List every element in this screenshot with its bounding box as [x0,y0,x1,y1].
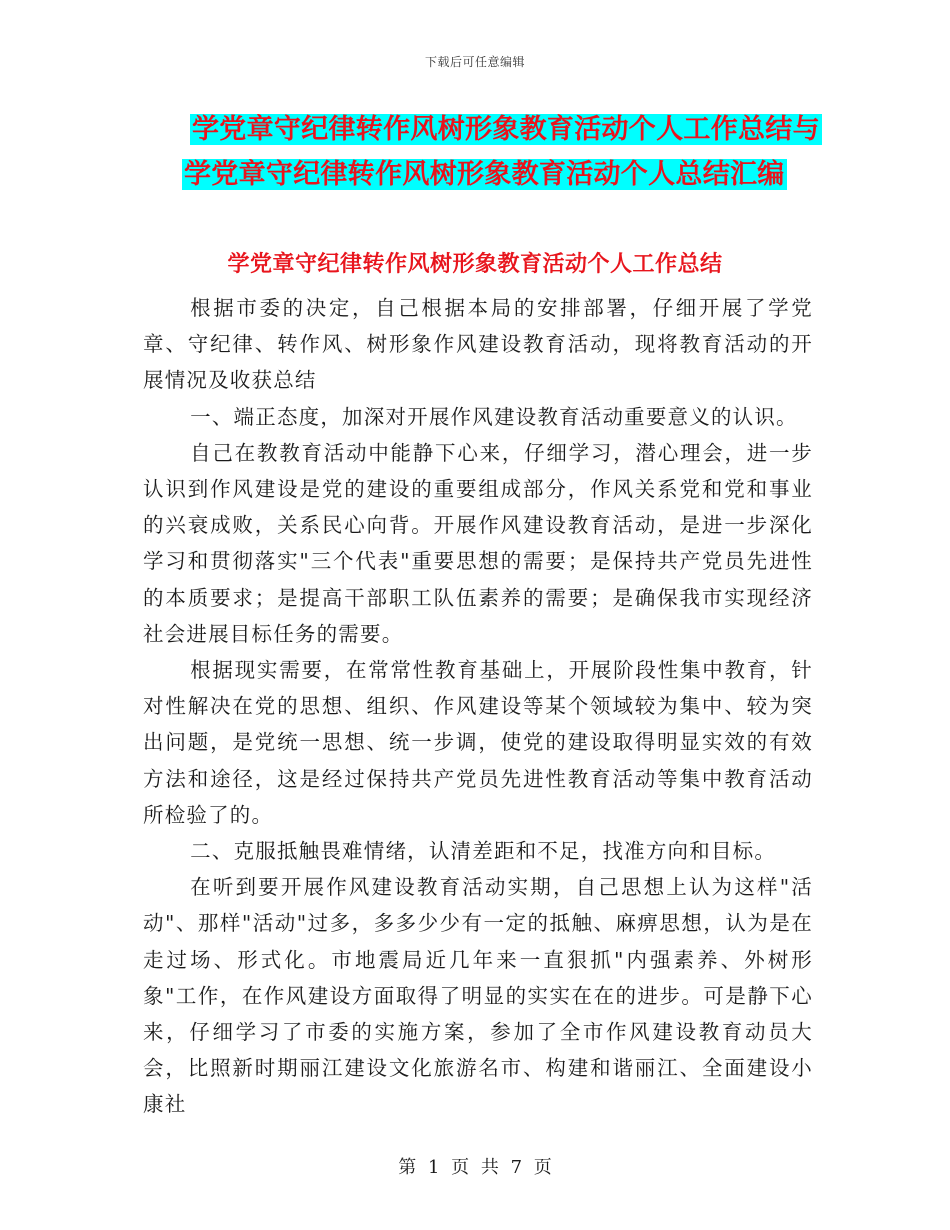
title-highlight-2: 学党章守纪律转作风树形象教育活动个人总结汇编 [184,159,785,190]
paragraph-body-3: 在听到要开展作风建设教育活动实期，自己思想上认为这样"活动"、那样"活动"过多，多多少少有一定的抵触、麻痹思想，认为是在走过场、形式化。市地震局近几年来一直狠抓"内强素养、外树形象"工作，在作风建设方面取得了明显的实实在在的进步。可是静下心来，仔细学习了市委的实施方案，参加了全市作风建设教育动员大会，比照新时期丽江建设文化旅游名市、构建和谐丽江、全面建设小康社 [143,875,813,1117]
section-heading: 学党章守纪律转作风树形象教育活动个人工作总结 [227,251,723,277]
paragraph-intro: 根据市委的决定，自己根据本局的安排部署，仔细开展了学党章、守纪律、转作风、树形象作风建设教育活动，现将教育活动的开展情况及收获总结 [143,296,813,393]
paragraph-body-2: 根据现实需要，在常常性教育基础上，开展阶段性集中教育，针对性解决在党的思想、组织、作风建设等某个领域较为集中、较为突出问题，是党统一思想、统一步调，使党的建设取得明显实效的有效方法和途径，这是经过保持共产党员先进性教育活动等集中教育活动所检验了的。 [143,658,813,827]
document-body [143,290,813,1123]
title-highlight-1: 学党章守纪律转作风树形象教育活动个人工作总结与 [192,114,820,145]
page-number-footer: 第 1 页 共 7 页 [398,1157,552,1178]
paragraph-heading-2: 二、克服抵触畏难情绪，认清差距和不足，找准方向和目标。 [190,839,777,864]
paragraph-body-1: 自己在教教育活动中能静下心来，仔细学习，潜心理会，进一步认识到作风建设是党的建设的重要组成部分，作风关系党和党和事业的兴衰成败，关系民心向背。开展作风建设教育活动，是进一步深化学习和贯彻落实"三个代表"重要思想的需要；是保持共产党员先进性的本质要求；是提高干部职工队伍素养的需要；是确保我市实现经济社会进展目标任务的需要。 [143,440,813,646]
document-title-line-2 [182,155,822,195]
page-header-note: 下载后可任意编辑 [424,55,525,69]
document-title-line-1 [190,110,830,150]
paragraph-heading-1: 一、端正态度，加深对开展作风建设教育活动重要意义的认识。 [190,404,798,429]
